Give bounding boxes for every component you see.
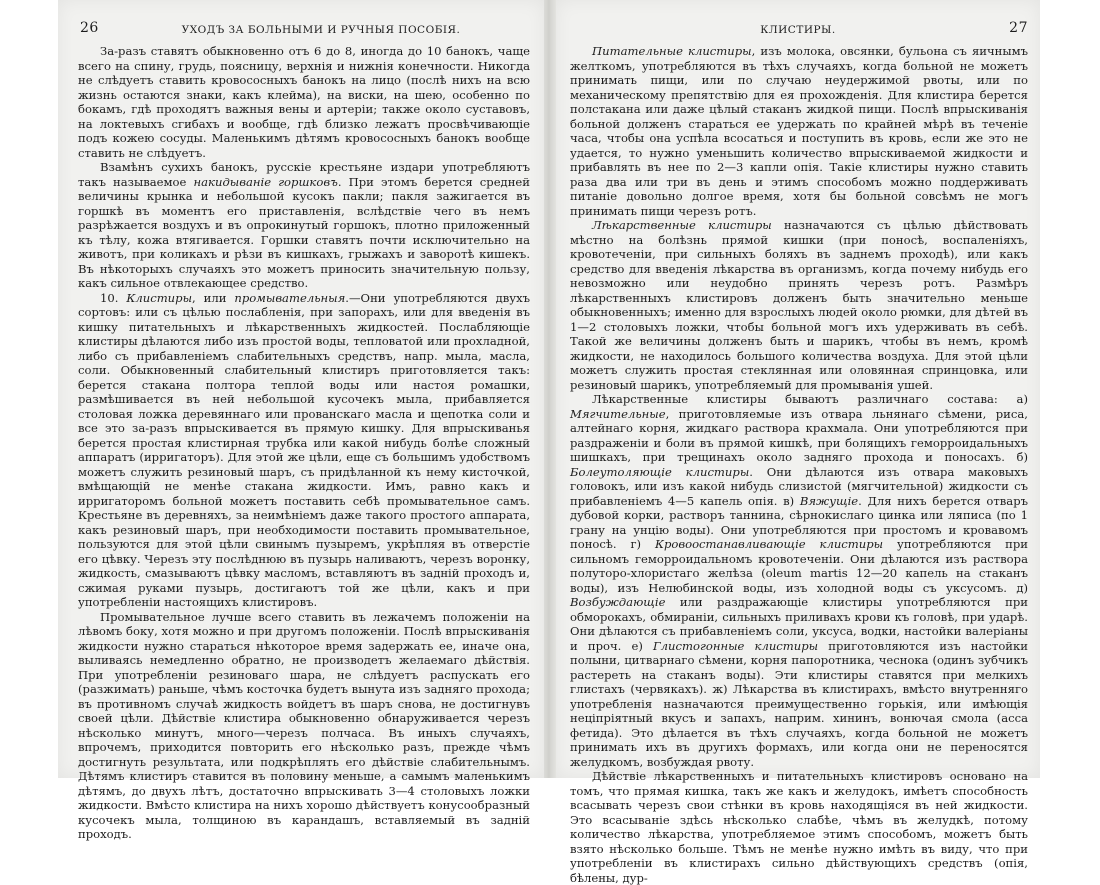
left-page — [58, 0, 544, 841]
right-page — [556, 0, 1040, 885]
text-run: Дѣйствіе лѣкарственныхъ и питательныхъ клистировъ основано на томъ, что прямая кишка, такъ же какъ и желудокъ, имѣетъ способность всасывать черезъ свои стѣнки въ кровь находящіяся въ ней жидкости. Это всасываніе здѣсь нѣсколько слабѣе, чѣмъ въ желудкѣ, потому количество лѣкарства, употребляемое этимъ способомъ, можетъ быть взято нѣсколько больше. Тѣмъ не менѣе нужно имѣть въ виду, что при употребленіи въ клистирахъ сильно дѣйствующихъ средствъ (опія, бѣлены, дур- — [570, 769, 1028, 885]
paragraph — [570, 392, 1028, 769]
right-running-head — [556, 18, 1040, 40]
paragraph — [570, 44, 1028, 218]
paragraph — [78, 44, 530, 160]
left-running-head — [58, 18, 544, 40]
right-running-title: КЛИСТИРЫ. — [760, 24, 836, 36]
italic-term: Болеутоляющіе клистиры — [570, 464, 750, 479]
text-run: , или — [192, 290, 235, 305]
text-run: , приготовляемые изъ отвара льнянаго сѣмени, риса, алтейнаго корня, жидкаго раствора крахмала. Они употребляются при раздраженіи и боли въ прямой кишкѣ, при болящихъ геморроидальныхъ шишкахъ, при трещинахъ около задняго прохода и поносахъ. б) — [570, 406, 1028, 464]
text-run: или раздражающіе клистиры употребляются при обморокахъ, обмираніи, сильныхъ приливахъ крови къ головѣ, при ударѣ. Они дѣлаются съ прибавленіемъ соли, уксуса, водки, настойки валеріаны и проч. е) — [570, 595, 1028, 653]
paragraph — [78, 291, 530, 610]
text-run: Промывательное лучше всего ставить въ лежачемъ положеніи на лѣвомъ боку, хотя можно и при другомъ положеніи. Послѣ впрыскиванія жидкости нужно стараться нѣкоторое время задержать ее, иначе она, выливаясь немедленно обратно, не производетъ желаемаго дѣйствія. При употребленіи резиноваго шара, не слѣдуетъ распускать его (разжимать) раньше, чѣмъ косточка будетъ вынута изъ задняго прохода; въ противномъ случаѣ жидкость войдетъ въ шаръ снова, не достигнувъ своей цѣли. Дѣйствіе клистира обыкновенно обнаруживается черезъ нѣсколько минутъ, много—черезъ полчаса. Въ иныхъ случаяхъ, впрочемъ, приходится повторить его нѣсколько разъ, прежде чѣмъ достигнуть результата, или подкрѣплять его дѣйствіе слабительнымъ. Дѣтямъ клистиръ ставится въ половину меньше, а самымъ маленькимъ дѣтямъ, до двухъ лѣтъ, достаточно впрыскивать 3—4 столовыхъ ложки жидкости. Вмѣсто клистира на нихъ хорошо дѣйствуетъ конусообразный кусочекъ мыла, толщиною въ карандашъ, вставляемый въ задній проходъ. — [78, 609, 530, 841]
text-run: , изъ молока, овсянки, бульона съ яичнымъ желткомъ, употребляются въ тѣхъ случаяхъ, когда больной не можетъ принимать пищи, или по случаю неудержимой рвоты, или по механическому препятствію для ея прохожденія. Для клистира берется полстакана или даже цѣлый стаканъ жидкой пищи. Послѣ впрыскиванія больной долженъ стараться ее удержать по крайней мѣрѣ въ теченіе часа, чтобы она успѣла всосаться и поступить въ кровь, если же это не удается, то нужно уменьшить количество впрыскиваемой жидкости и прибавлять въ нее по 2—3 капли опія. Такіе клистиры нужно ставить раза два или три въ день и этимъ способомъ можно поддерживать питаніе довольно долгое время, хотя бы больной совсѣмъ не могъ принимать пищи черезъ ротъ. — [570, 44, 1028, 218]
paragraph — [78, 610, 530, 842]
italic-term: Вяжущіе — [799, 493, 859, 508]
italic-term: промывательныя — [234, 290, 346, 305]
text-run: За-разъ ставятъ обыкновенно отъ 6 до 8, иногда до 10 банокъ, чаще всего на спину, грудь, поясницу, верхнія и нижнія конечности. Никогда не слѣдуетъ ставить кровососныхъ банокъ на лицо (послѣ нихъ на всю жизнь остаются знаки, какъ клейма), на виски, на шею, особенно по бокамъ, гдѣ проходятъ важныя вены и артеріи; также около суставовъ, на локтевыхъ сгибахъ и вообще, гдѣ близко лежатъ просвѣчивающіе подъ кожею сосуды. Маленькимъ дѣтямъ кровососныхъ банокъ вообще ставить не слѣдуетъ. — [78, 44, 530, 160]
italic-term: Глистогонные клистиры — [652, 638, 819, 653]
italic-term: Лѣкарственные клистиры — [592, 218, 772, 232]
italic-term: Возбуждающіе — [570, 595, 666, 609]
paragraph — [570, 218, 1028, 392]
left-page-body — [78, 44, 531, 841]
text-run: назначаются съ цѣлью дѣйствовать мѣстно на болѣзнь прямой кишки (при поносѣ, воспаленіяхъ, кровотеченіи, при сильныхъ боляхъ въ заднемъ проходѣ), или какъ средство для введенія лѣкарства въ организмъ, когда почему нибудь его невозможно или неудобно принять черезъ ротъ. Размѣръ лѣкарственныхъ клистировъ долженъ быть значительно меньше обыкновенныхъ; именно для взрослыхъ людей около рюмки, для дѣтей въ 1—2 столовыхъ ложки, чтобы больной могъ ихъ удерживать въ себѣ. Такой же величины долженъ быть и шарикъ, чтобы въ немъ, кромѣ жидкости, не находилось большого количества воздуха. Для этой цѣли можетъ служить простая стеклянная или оловянная спринцовка, или резиновый шарикъ, употребляемый для промыванія ушей. — [570, 218, 1028, 392]
paragraph — [78, 160, 530, 291]
text-run: 10. — [100, 290, 127, 305]
right-page-body — [570, 44, 1029, 885]
text-run: употребляются при сильномъ геморроидальномъ кровотеченіи. Они дѣлаются изъ раствора полуторо-хлористаго желѣза (oleum martis 12—20 капель на стаканъ воды), изъ Нелюбинской воды, изъ холодной воды съ уксусомъ. д) — [570, 537, 1028, 595]
italic-term: Клистиры — [126, 290, 193, 305]
italic-term: Питательные клистиры — [592, 44, 752, 58]
left-page-number: 26 — [80, 20, 99, 36]
text-run: . Они дѣлаются изъ отвара маковыхъ головокъ, или изъ какой нибудь слизистой (мягчительной) жидкости съ прибавленіемъ 4—5 капель опія. в) — [570, 464, 1028, 508]
paragraph — [570, 769, 1028, 885]
italic-term: Мягчительные — [570, 406, 666, 421]
text-run: . При этомъ берется средней величины крынка и небольшой кусокъ пакли; пакля зажигается въ горшкѣ въ моментъ его приставленія, вслѣдствіе чего въ немъ разрѣжается воздухъ и въ опрокинутый горшокъ, плотно приложенный къ тѣлу, кожа втягивается. Горшки ставятъ почти исключительно на животъ, при коликахъ и рѣзи въ кишкахъ, грыжахъ и заворотѣ кишекъ. Въ нѣкоторыхъ случаяхъ это можетъ приносить значительную пользу, какъ сильное отвлекающее средство. — [78, 174, 531, 290]
italic-term: Кровоостанавливающіе клистиры — [654, 537, 884, 551]
text-run: приготовляются изъ настойки полыни, цитварнаго сѣмени, корня папоротника, чеснока (одинъ зубчикъ растереть на стаканъ воды). Эти клистиры ставятся при мелкихъ глистахъ (червякахъ). ж) Лѣкарства въ клистирахъ, вмѣсто внутренняго употребленія назначаются преимущественно горькія, или имѣющія неціпріятный вкусъ и запахъ, наприм. хининъ, вонючая смола (асса фетида). Это дѣлается въ тѣхъ случаяхъ, когда больной не можетъ принимать ихъ въ другихъ формахъ, или когда они не переносятся желудкомъ, возбуждая рвоту. — [570, 638, 1029, 769]
left-running-title: УХОДЪ ЗА БОЛЬНЫМИ И РУЧНЫЯ ПОСОБІЯ. — [181, 24, 461, 36]
text-run: .—Они употребляются двухъ сортовъ: или съ цѣлью послабленія, при запорахъ, или для введенія въ кишку питательныхъ и лѣкарственныхъ жидкостей. Послабляющіе клистиры дѣлаются либо изъ простой воды, тепловатой или прохладной, либо съ прибавленіемъ слабительныхъ средствъ, напр. мыла, масла, соли. Обыкновенный слабительный клистиръ приготовляется такъ: берется стакана полтора теплой воды или настоя ромашки, размѣшивается въ ней небольшой кусочекъ мыла, прибавляется столовая ложка деревяннаго или прованскаго масла и щепотка соли и все это за-разъ впрыскивается въ прямую кишку. Для впрыскиванья берется простая клистирная трубка или какой нибудь болѣе сложный аппаратъ (ирригаторъ). Для этой же цѣли, еще съ большимъ удобствомъ можетъ служить резиновый шаръ, съ придѣланной къ нему кисточкой, вмѣщающій не менѣе стакана жидкости. Имъ, равно какъ и ирригаторомъ больной можетъ поставить себѣ промывательное самъ. Крестьяне въ деревняхъ, за неимѣніемъ даже такого простого аппарата, какъ резиновый шаръ, при необходимости поставить промывательное, пользуются для этой цѣли свинымъ пузыремъ, укрѣпляя въ отверстіе его цѣвку. Черезъ эту послѣднюю въ пузырь наливаютъ, черезъ воронку, жидкость, смазываютъ цѣвку масломъ, вставляютъ въ задній проходъ и, сжимая руками пузырь, достигаютъ той же цѣли, какъ и при употребленіи настоящихъ клистировъ. — [78, 290, 530, 609]
text-run: . Для нихъ берется отваръ дубовой корки, растворъ таннина, сѣрнокислаго цинка или ляписа (по 1 грану на унцію воды). Они употребляются при простомъ и кровавомъ поносѣ. г) — [570, 493, 1028, 551]
text-run: Взамѣнъ сухихъ банокъ, русскіе крестьяне издари употребляютъ такъ называемое — [78, 160, 530, 189]
italic-term: накидываніе горшковъ — [193, 174, 338, 189]
right-page-number: 27 — [1009, 20, 1028, 36]
text-run: Лѣкарственные клистиры бываютъ различнаго состава: а) — [592, 392, 1028, 406]
